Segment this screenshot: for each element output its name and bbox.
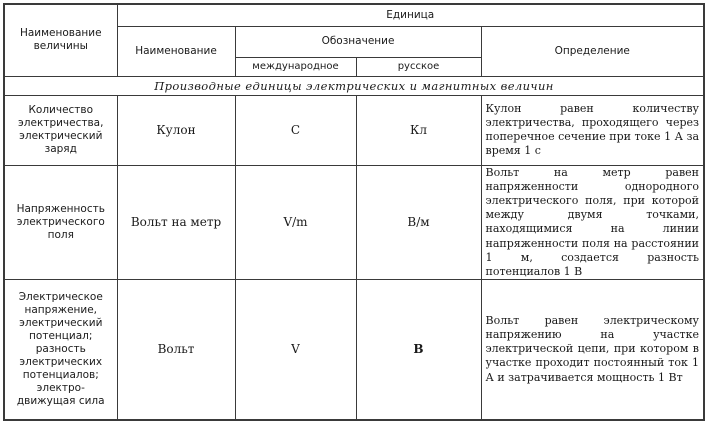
international-symbol-cell: C bbox=[235, 95, 356, 165]
section-title: Производные единицы электрических и магнитных величин bbox=[4, 76, 704, 95]
header-quantity-name: Наименование величины bbox=[4, 4, 117, 76]
russian-symbol-cell: Кл bbox=[356, 95, 481, 165]
header-international: международное bbox=[235, 57, 356, 76]
international-symbol-cell: V/m bbox=[235, 165, 356, 280]
header-russian: русское bbox=[356, 57, 481, 76]
table-row bbox=[4, 165, 704, 280]
unit-name-cell: Вольт на метр bbox=[117, 165, 235, 280]
definition-cell: Вольт равен электрическому напряжению на участке электрической цепи, при котором в участке проходит постоянный ток 1 А и затрачивается мощность 1 Вт bbox=[481, 280, 704, 420]
header-unit-name: Наименование bbox=[117, 26, 235, 76]
units-table bbox=[3, 3, 705, 421]
quantity-cell: Электрическое напряжение, электрический потенциал; разность электрических потенциалов; электро- движущая сила bbox=[4, 280, 117, 420]
definition-cell: Вольт на метр равен напряженности однородного электрического поля, при которой между двумя точками, находящимися на линии напряженности поля на расстоянии 1 м, создается разность потенциалов 1 В bbox=[481, 165, 704, 280]
russian-symbol-cell: В/м bbox=[356, 165, 481, 280]
header-definition: Определение bbox=[481, 26, 704, 76]
header-designation: Обозначение bbox=[235, 26, 481, 57]
table-row bbox=[4, 280, 704, 420]
quantity-cell: Напряженность электрического поля bbox=[4, 165, 117, 280]
table-row bbox=[4, 95, 704, 165]
unit-name-cell: Вольт bbox=[117, 280, 235, 420]
russian-symbol-cell: В bbox=[356, 280, 481, 420]
header-unit: Единица bbox=[117, 4, 704, 26]
unit-name-cell: Кулон bbox=[117, 95, 235, 165]
international-symbol-cell: V bbox=[235, 280, 356, 420]
quantity-cell: Количество электричества, электрический заряд bbox=[4, 95, 117, 165]
definition-cell: Кулон равен количеству электричества, проходящего через поперечное сечение при токе 1 А за время 1 с bbox=[481, 95, 704, 165]
